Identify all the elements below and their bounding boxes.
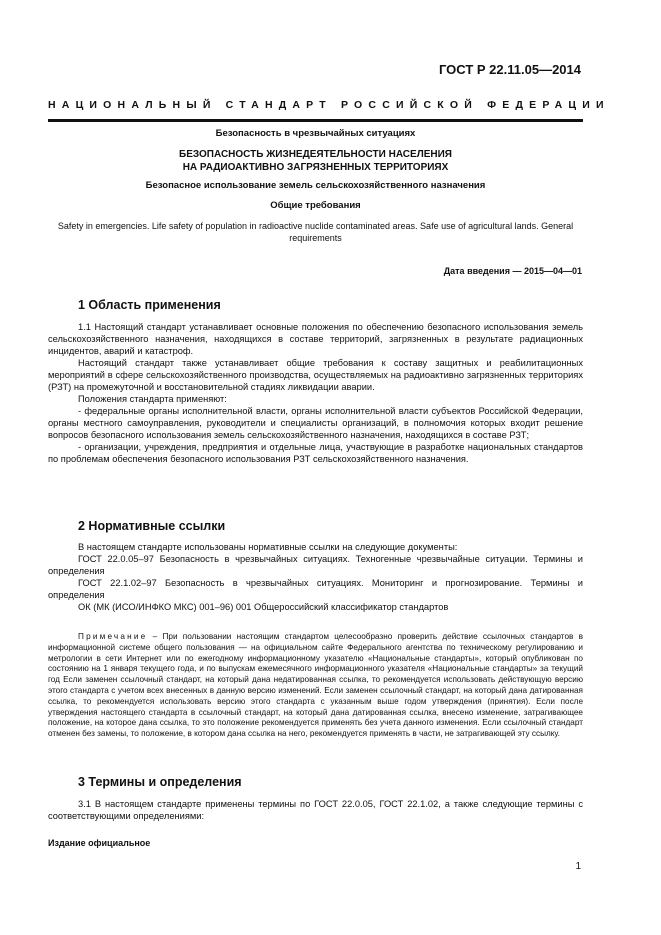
- paragraph: Положения стандарта применяют:: [78, 394, 227, 404]
- list-item: - организации, учреждения, предприятия и отдельные лица, участвующие в разработке национальных стандартов по проблемам обеспечения безопасного использования РЗТ сельскохозяйственного назначения.: [48, 442, 583, 464]
- introduction-date: Дата введения — 2015—04—01: [443, 266, 582, 276]
- main-title-line-2: НА РАДИОАКТИВНО ЗАГРЯЗНЕННЫХ ТЕРРИТОРИЯХ: [182, 162, 449, 173]
- section-2-body: [48, 541, 583, 613]
- standard-code: ГОСТ Р 22.11.05—2014: [438, 62, 581, 77]
- section-2-heading: 2 Нормативные ссылки: [78, 519, 226, 533]
- header-rule: [48, 119, 583, 122]
- note-block: [48, 632, 583, 740]
- reference-item: ГОСТ 22.0.05–97 Безопасность в чрезвычайных ситуациях. Техногенные чрезвычайные ситуации. Термины и определения: [48, 554, 583, 576]
- section-3-body: [48, 798, 583, 822]
- paragraph: Настоящий стандарт также устанавливает общие требования к составу защитных и реабилитационных мероприятий в сфере сельскохозяйственного производства, осуществляемых на радиоактивно загрязненных территориях (РЗТ) на промежуточной и восстановительной стадиях ликвидации аварии.: [48, 358, 583, 392]
- section-3-heading: 3 Термины и определения: [78, 775, 242, 789]
- note-paragraph: [48, 632, 583, 740]
- reference-item: ОК (МК (ИСО/ИНФКО МКС) 001–96) 001 Общероссийский классификатор стандартов: [78, 602, 449, 612]
- main-title-line-1: БЕЗОПАСНОСТЬ ЖИЗНЕДЕЯТЕЛЬНОСТИ НАСЕЛЕНИЯ: [179, 149, 452, 160]
- official-edition-label: Издание официальное: [48, 838, 151, 848]
- note-label: Примечание: [78, 632, 148, 641]
- section-1-heading: 1 Область применения: [78, 298, 221, 312]
- paragraph: 3.1 В настоящем стандарте применены термины по ГОСТ 22.0.05, ГОСТ 22.1.02, а также следующие термины с соответствующими определениями:: [48, 799, 583, 821]
- reference-item: ГОСТ 22.1.02–97 Безопасность в чрезвычайных ситуациях. Мониторинг и прогнозирование. Термины и определения: [48, 578, 583, 600]
- english-title: Safety in emergencies. Life safety of population in radioactive nuclide contaminated areas. Safe use of agricultural lands. General requirements: [57, 221, 574, 243]
- national-standard-banner: НАЦИОНАЛЬНЫЙ СТАНДАРТ РОССИЙСКОЙ ФЕДЕРАЦИИ: [48, 99, 610, 111]
- main-title: [48, 148, 583, 174]
- general-requirements-title: Общие требования: [270, 200, 361, 211]
- paragraph: В настоящем стандарте использованы нормативные ссылки на следующие документы:: [78, 542, 458, 552]
- page-number: 1: [575, 861, 581, 872]
- section-1-body: [48, 321, 583, 465]
- subtitle: Безопасное использование земель сельскохозяйственного назначения: [145, 180, 486, 191]
- note-text: – При пользовании настоящим стандартом целесообразно проверить действие ссылочных стандартов в информационной системе общего пользования — на официальном сайте Федерального агентства по техническому регулированию и метрологии в сети Интернет или по ежегодному информационному указателю «Национальные стандарты», который опубликован по состоянию на 1 января текущего года, и по выпускам ежемесячного информационного указателя «Национальные стандарты» за текущий год Если заменен ссылочный стандарт, на который дана недатированная ссылка, то рекомендуется использовать действующую версию этого стандарта с учетом всех внесенных в данную версию изменений. Если заменен ссылочный стандарт, на который дана датированная ссылка, то рекомендуется использовать версию этого стандарта с указанным выше годом утверждения (принятия). Если после утверждения настоящего стандарта в ссылочный стандарт, на который дана датированная ссылка, внесено изменение, затрагивающее положение, на которое дана ссылка, то это положение рекомендуется применять без учета данного изменения. Если ссылочный стандарт отменен без замены, то положение, в котором дана ссылка на него, рекомендуется применять в части, не затрагивающей эту ссылку.: [48, 632, 583, 739]
- paragraph: 1.1 Настоящий стандарт устанавливает основные положения по обеспечению безопасного использования земель сельскохозяйственного назначения, находящихся в составе территорий, загрязненных в результате радиационных инцидентов, аварий и катастроф.: [48, 322, 583, 356]
- series-title: Безопасность в чрезвычайных ситуациях: [215, 128, 416, 139]
- list-item: - федеральные органы исполнительной власти, органы исполнительной власти субъектов Российской Федерации, органы местного самоуправления, руководители и специалисты организаций, в полномочия которых входит решение вопросов безопасного использования земель сельскохозяйственного назначения, находящихся в составе РЗТ;: [48, 406, 583, 440]
